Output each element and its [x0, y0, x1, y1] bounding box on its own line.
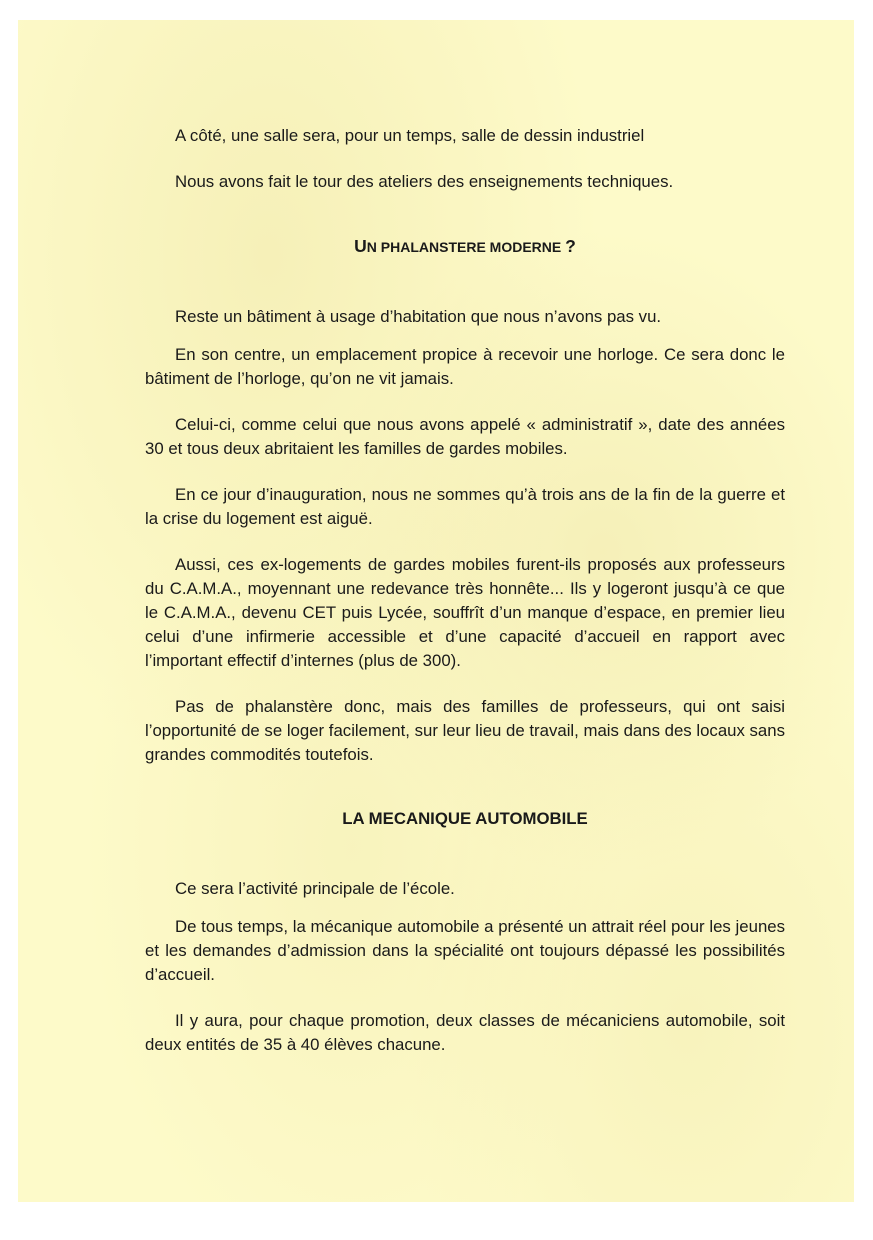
heading-phalanstere-rest: N PHALANSTERE MODERNE [366, 239, 566, 255]
document-content [145, 120, 785, 1057]
paragraph-drawing-room: A côté, une salle sera, pour un temps, salle de dessin industriel [175, 126, 645, 145]
heading-phalanstere-question: ? [565, 236, 576, 256]
paragraph-attraction: De tous temps, la mécanique automobile a présenté un attrait réel pour les jeunes et les demandes d’admission dans la spécialité ont toujours dépassé les possibilités d’accueil. [145, 917, 785, 984]
paragraph-housing-building: Reste un bâtiment à usage d’habitation que nous n’avons pas vu. [175, 307, 662, 326]
paragraph-classes: Il y aura, pour chaque promotion, deux classes de mécaniciens automobile, soit deux entités de 35 à 40 élèves chacune. [145, 1011, 785, 1054]
heading-mecanique-automobile: LA MECANIQUE AUTOMOBILE [342, 809, 588, 828]
paragraph-main-activity: Ce sera l’activité principale de l’école. [175, 879, 455, 898]
paragraph-no-phalanstere: Pas de phalanstère donc, mais des familles de professeurs, qui ont saisi l’opportunité de se loger facilement, sur leur lieu de travail, mais dans des locaux sans grandes commodités toutefois. [145, 697, 785, 764]
paragraph-administrative: Celui-ci, comme celui que nous avons appelé « administratif », date des années 30 et tous deux abritaient les familles de gardes mobiles. [145, 415, 785, 458]
paragraph-clock-building: En son centre, un emplacement propice à recevoir une horloge. Ce sera donc le bâtiment de l’horloge, qu’on ne vit jamais. [145, 345, 785, 388]
paragraph-inauguration: En ce jour d’inauguration, nous ne sommes qu’à trois ans de la fin de la guerre et la crise du logement est aiguë. [145, 485, 785, 528]
document-page [18, 20, 854, 1202]
heading-phalanstere-initial: U [354, 236, 367, 256]
paragraph-workshops-tour: Nous avons fait le tour des ateliers des enseignements techniques. [175, 172, 674, 191]
heading-phalanstere [145, 234, 785, 259]
paragraph-ex-housing: Aussi, ces ex-logements de gardes mobiles furent-ils proposés aux professeurs du C.A.M.A., moyennant une redevance très honnête... Ils y logeront jusqu’à ce que le C.A.M.A., devenu CET puis Lycée, souffrît d’un manque d’espace, en premier lieu celui d’une infirmerie accessible et d’une capacité d’accueil en rapport avec l’important effectif d’internes (plus de 300). [145, 555, 785, 670]
